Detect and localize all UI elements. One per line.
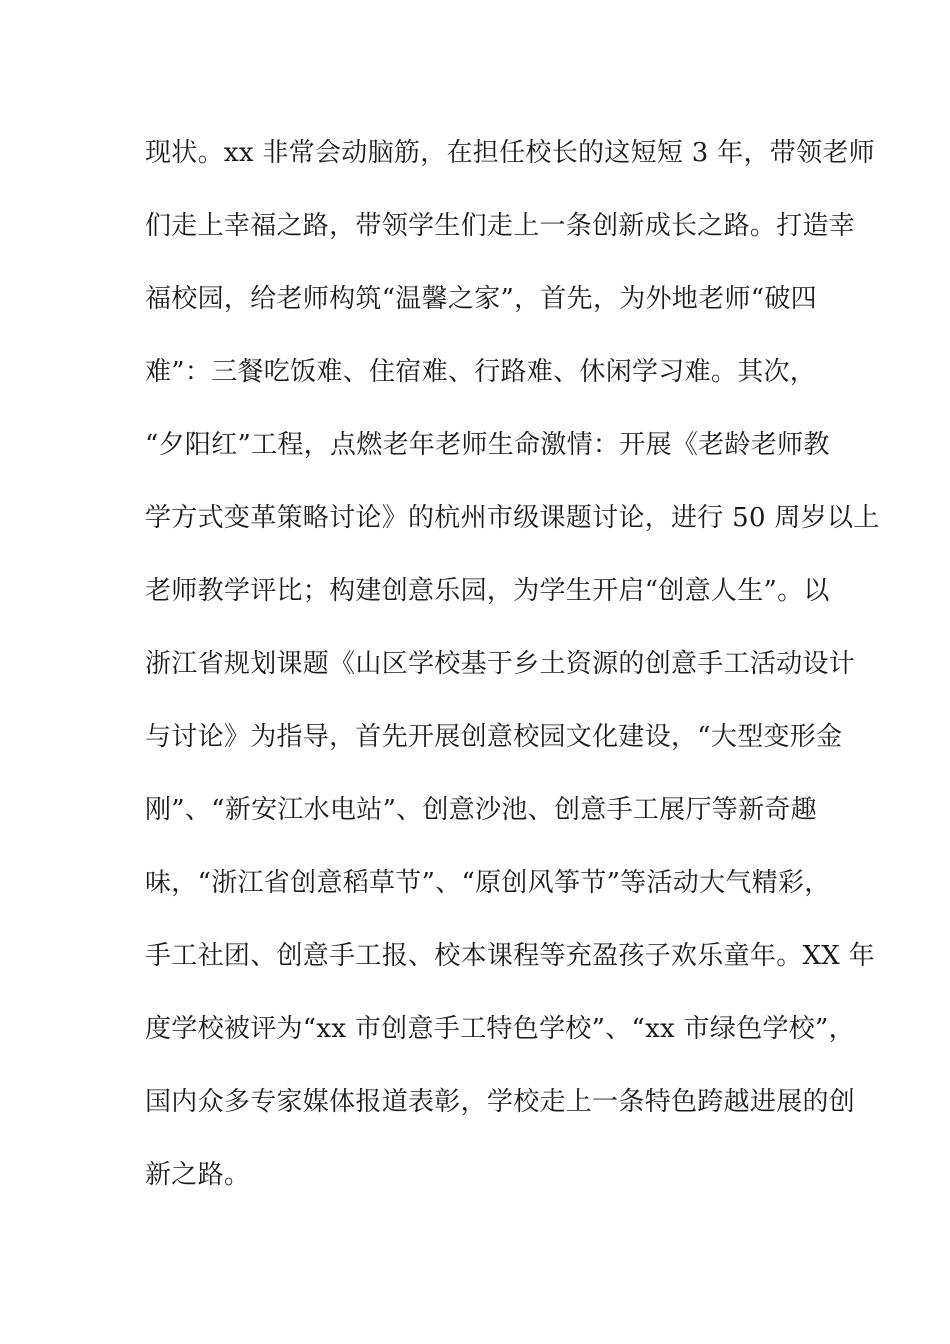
text-line-10: 刚”、“新安江水电站”、创意沙池、创意手工展厅等新奇趣 xyxy=(145,795,817,825)
text-line-1: 现状。xx 非常会动脑筋，在担任校长的这短短 3 年，带领老师 xyxy=(145,138,875,168)
text-line-13: 度学校被评为“xx 市创意手工特色学校”、“xx 市绿色学校”， xyxy=(145,1014,855,1044)
text-line-6: 学方式变革策略讨论》的杭州市级课题讨论，进行 50 周岁以上 xyxy=(145,503,880,533)
text-line-5: “夕阳红”工程，点燃老年老师生命激情：开展《老龄老师教 xyxy=(145,430,830,460)
text-line-12: 手工社团、创意手工报、校本课程等充盈孩子欢乐童年。XX 年 xyxy=(145,941,875,971)
text-line-2: 们走上幸福之路，带领学生们走上一条创新成长之路。打造幸 xyxy=(145,211,856,241)
text-line-15: 新之路。 xyxy=(145,1160,251,1190)
text-line-7: 老师教学评比；构建创意乐园，为学生开启“创意人生”。以 xyxy=(145,576,830,606)
text-line-8: 浙江省规划课题《山区学校基于乡土资源的创意手工活动设计 xyxy=(145,649,856,679)
text-line-9: 与讨论》为指导，首先开展创意校园文化建设，“大型变形金 xyxy=(145,722,843,752)
text-line-3: 福校园，给老师构筑“温馨之家”，首先，为外地老师“破四 xyxy=(145,284,817,314)
text-line-11: 味，“浙江省创意稻草节”、“原创风筝节”等活动大气精彩， xyxy=(145,868,831,898)
text-line-14: 国内众多专家媒体报道表彰，学校走上一条特色跨越进展的创 xyxy=(145,1087,856,1117)
text-line-4: 难”：三餐吃饭难、住宿难、行路难、休闲学习难。其次， xyxy=(145,357,817,387)
body-paragraph xyxy=(145,132,880,1227)
